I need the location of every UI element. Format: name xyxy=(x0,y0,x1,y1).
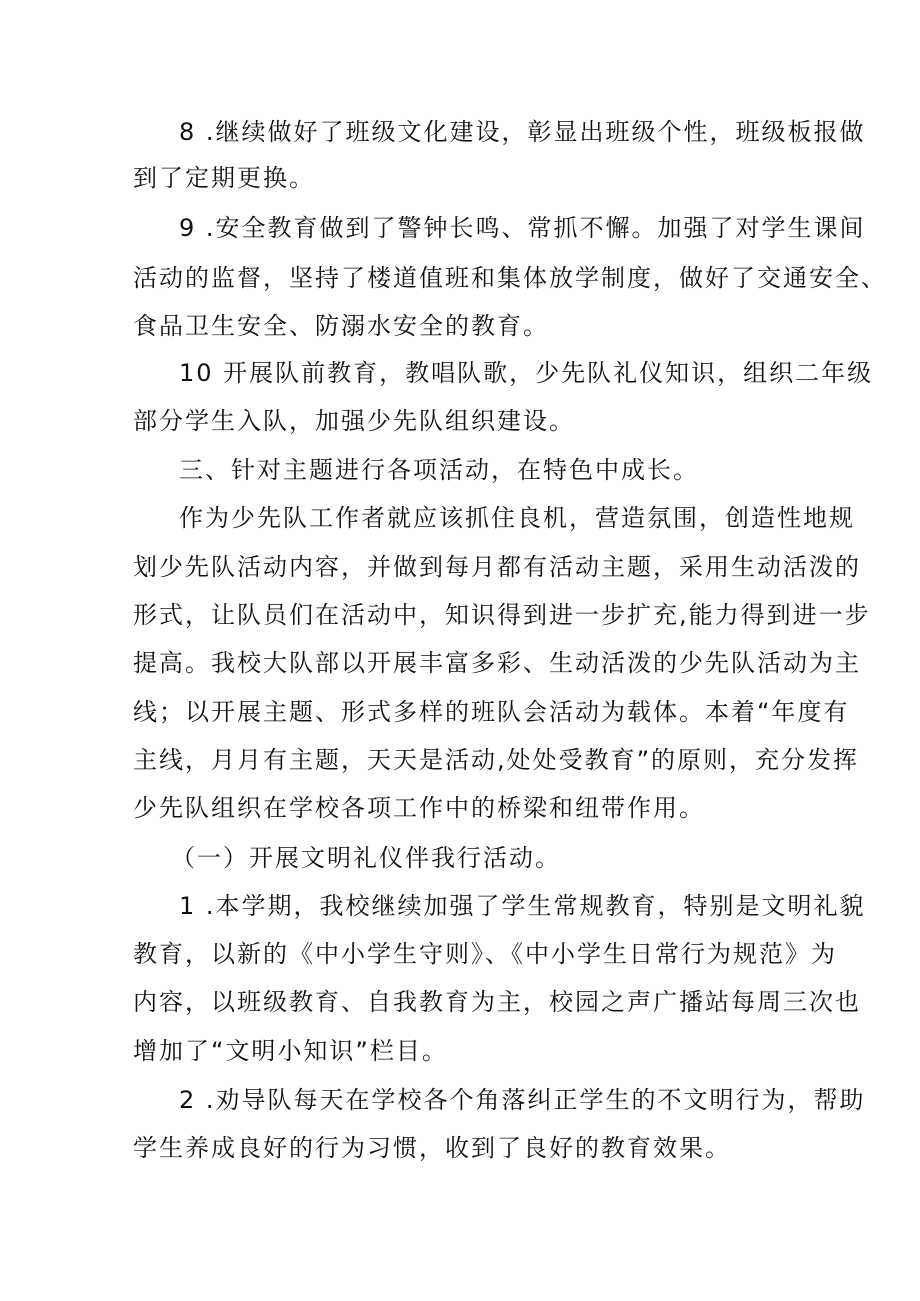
text-line: 线；以开展主题、形式多样的班队会活动为载体。本着“年度有 xyxy=(133,698,850,726)
text-line: 划少先队活动内容，并做到每月都有活动主题，采用生动活泼的 xyxy=(133,553,861,581)
text-line: 作为少先队工作者就应该抓住良机，营造氛围，创造性地规 xyxy=(179,504,855,532)
heading-line: （一）开展文明礼仪伴我行活动。 xyxy=(171,844,561,872)
text-line: 2 .劝导队每天在学校各个角落纠正学生的不文明行为，帮助 xyxy=(179,1086,866,1114)
text-line: 1 .本学期，我校继续加强了学生常规教育，特别是文明礼貌 xyxy=(179,892,866,920)
text-line: 形式，让队员们在活动中，知识得到进一步扩充,能力得到进一步 xyxy=(133,601,871,629)
heading-line: 三、针对主题进行各项活动，在特色中成长。 xyxy=(179,456,699,484)
text-line: 学生养成良好的行为习惯，收到了良好的教育效果。 xyxy=(133,1134,731,1162)
text-line: 10 开展队前教育，教唱队歌，少先队礼仪知识，组织二年级 xyxy=(179,359,874,387)
text-line: 到了定期更换。 xyxy=(133,164,315,192)
text-line: 少先队组织在学校各项工作中的桥梁和纽带作用。 xyxy=(133,794,705,822)
text-line: 食品卫生安全、防溺水安全的教育。 xyxy=(133,312,549,340)
text-line: 提高。我校大队部以开展丰富多彩、生动活泼的少先队活动为主 xyxy=(133,649,861,677)
text-line: 9 .安全教育做到了警钟长鸣、常抓不懈。加强了对学生课间 xyxy=(179,214,866,242)
text-line: 内容，以班级教育、自我教育为主，校园之声广播站每周三次也 xyxy=(133,988,861,1016)
text-line: 增加了“文明小知识”栏目。 xyxy=(133,1037,448,1065)
text-line: 8 .继续做好了班级文化建设，彰显出班级个性，班级板报做 xyxy=(179,118,866,146)
text-line: 活动的监督，坚持了楼道值班和集体放学制度，做好了交通安全、 xyxy=(133,264,887,292)
text-line: 部分学生入队，加强少先队组织建设。 xyxy=(133,407,575,435)
text-line: 主线，月月有主题，天天是活动,处处受教育”的原则，充分发挥 xyxy=(133,746,860,774)
text-line: 教育，以新的《中小学生守则》、《中小学生日常行为规范》为 xyxy=(133,940,837,968)
